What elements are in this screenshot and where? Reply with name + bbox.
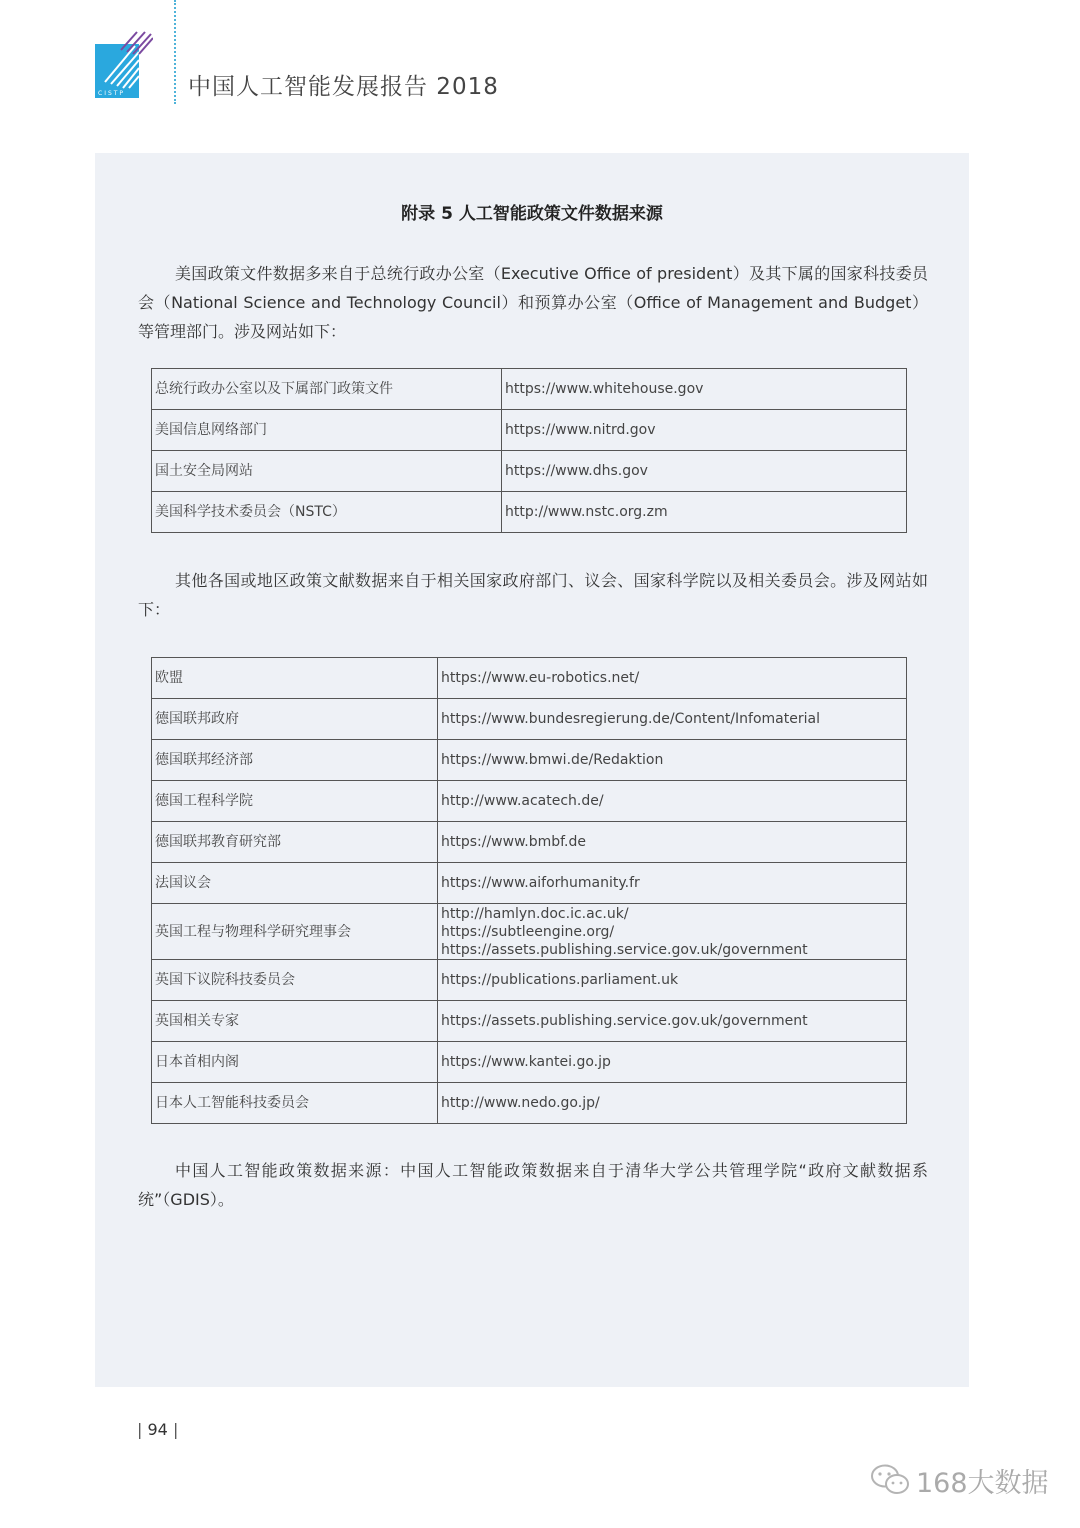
url-link[interactable]: https://assets.publishing.service.gov.uk/government [438,1001,907,1042]
org-cell: 德国联邦政府 [152,699,438,740]
org-cell: 国土安全局网站 [152,451,502,492]
org-cell: 总统行政办公室以及下属部门政策文件 [152,369,502,410]
org-cell: 美国科学技术委员会（NSTC） [152,492,502,533]
url-link[interactable]: https://www.nitrd.gov [502,410,907,451]
url-link[interactable]: https://www.whitehouse.gov [502,369,907,410]
url-link[interactable]: https://www.dhs.gov [502,451,907,492]
table-row [152,960,907,1001]
table-row [152,1001,907,1042]
logo-text: CISTP [98,90,126,97]
url-link[interactable]: https://assets.publishing.service.gov.uk/government [441,941,808,958]
org-cell: 美国信息网络部门 [152,410,502,451]
org-cell: 欧盟 [152,658,438,699]
table-row [152,658,907,699]
table-row [152,699,907,740]
url-link[interactable]: https://www.bundesregierung.de/Content/Infomaterial [438,699,907,740]
url-link[interactable]: http://hamlyn.doc.ic.ac.uk/ [441,905,629,922]
url-link[interactable]: https://publications.parliament.uk [438,960,907,1001]
url-link[interactable]: https://www.bmbf.de [438,822,907,863]
url-link[interactable]: http://www.nedo.go.jp/ [438,1083,907,1124]
watermark [870,1460,1049,1500]
url-link[interactable]: https://www.bmwi.de/Redaktion [438,740,907,781]
table-row [152,781,907,822]
url-link[interactable]: http://www.nstc.org.zm [502,492,907,533]
cistp-logo [95,30,153,98]
table-row [152,904,907,960]
appendix-title: 附录 5 人工智能政策文件数据来源 [401,204,663,224]
org-cell: 德国工程科学院 [152,781,438,822]
url-link[interactable]: https://subtleengine.org/ [441,923,615,940]
table-row [152,492,907,533]
table-row [152,369,907,410]
table-row [152,410,907,451]
table-row [152,863,907,904]
page-number [137,1420,178,1439]
table-row [152,1042,907,1083]
table-row [152,451,907,492]
china-sources-paragraph: 中国人工智能政策数据来源：中国人工智能政策数据来自于清华大学公共管理学院“政府文献数据系统”（GDIS）。 [138,1161,928,1209]
url-link[interactable]: http://www.acatech.de/ [438,781,907,822]
org-cell: 英国下议院科技委员会 [152,960,438,1001]
org-cell: 英国相关专家 [152,1001,438,1042]
page-number-bar-right: | [172,1420,179,1439]
us-sources-paragraph: 美国政策文件数据多来自于总统行政办公室（Executive Office of president）及其下属的国家科技委员会（National Science and Technology Council）和预算办公室（Office of Management and Budget）等管理部门。涉及网站如下： [138,264,928,341]
org-cell: 德国联邦经济部 [152,740,438,781]
header-divider [174,0,176,104]
watermark-text: 168大数据 [916,1467,1049,1499]
table-row [152,822,907,863]
page-number-bar-left: | [137,1420,143,1439]
us-sources-table [151,368,907,533]
url-link[interactable]: https://www.eu-robotics.net/ [438,658,907,699]
table-row [152,740,907,781]
org-cell: 法国议会 [152,863,438,904]
org-cell: 英国工程与物理科学研究理事会 [152,904,438,960]
url-link[interactable]: https://www.aiforhumanity.fr [438,863,907,904]
content-panel [95,153,969,1387]
report-title: 中国人工智能发展报告 2018 [188,74,499,100]
org-cell: 德国联邦教育研究部 [152,822,438,863]
other-sources-table [151,657,907,1124]
url-cell-multi [438,904,907,960]
org-cell: 日本首相内阁 [152,1042,438,1083]
table-row [152,1083,907,1124]
wechat-icon [870,1462,912,1498]
page-number-value: 94 [147,1420,168,1439]
other-sources-paragraph: 其他各国或地区政策文献数据来自于相关国家政府部门、议会、国家科学院以及相关委员会。涉及网站如下： [138,571,928,619]
org-cell: 日本人工智能科技委员会 [152,1083,438,1124]
url-link[interactable]: https://www.kantei.go.jp [438,1042,907,1083]
